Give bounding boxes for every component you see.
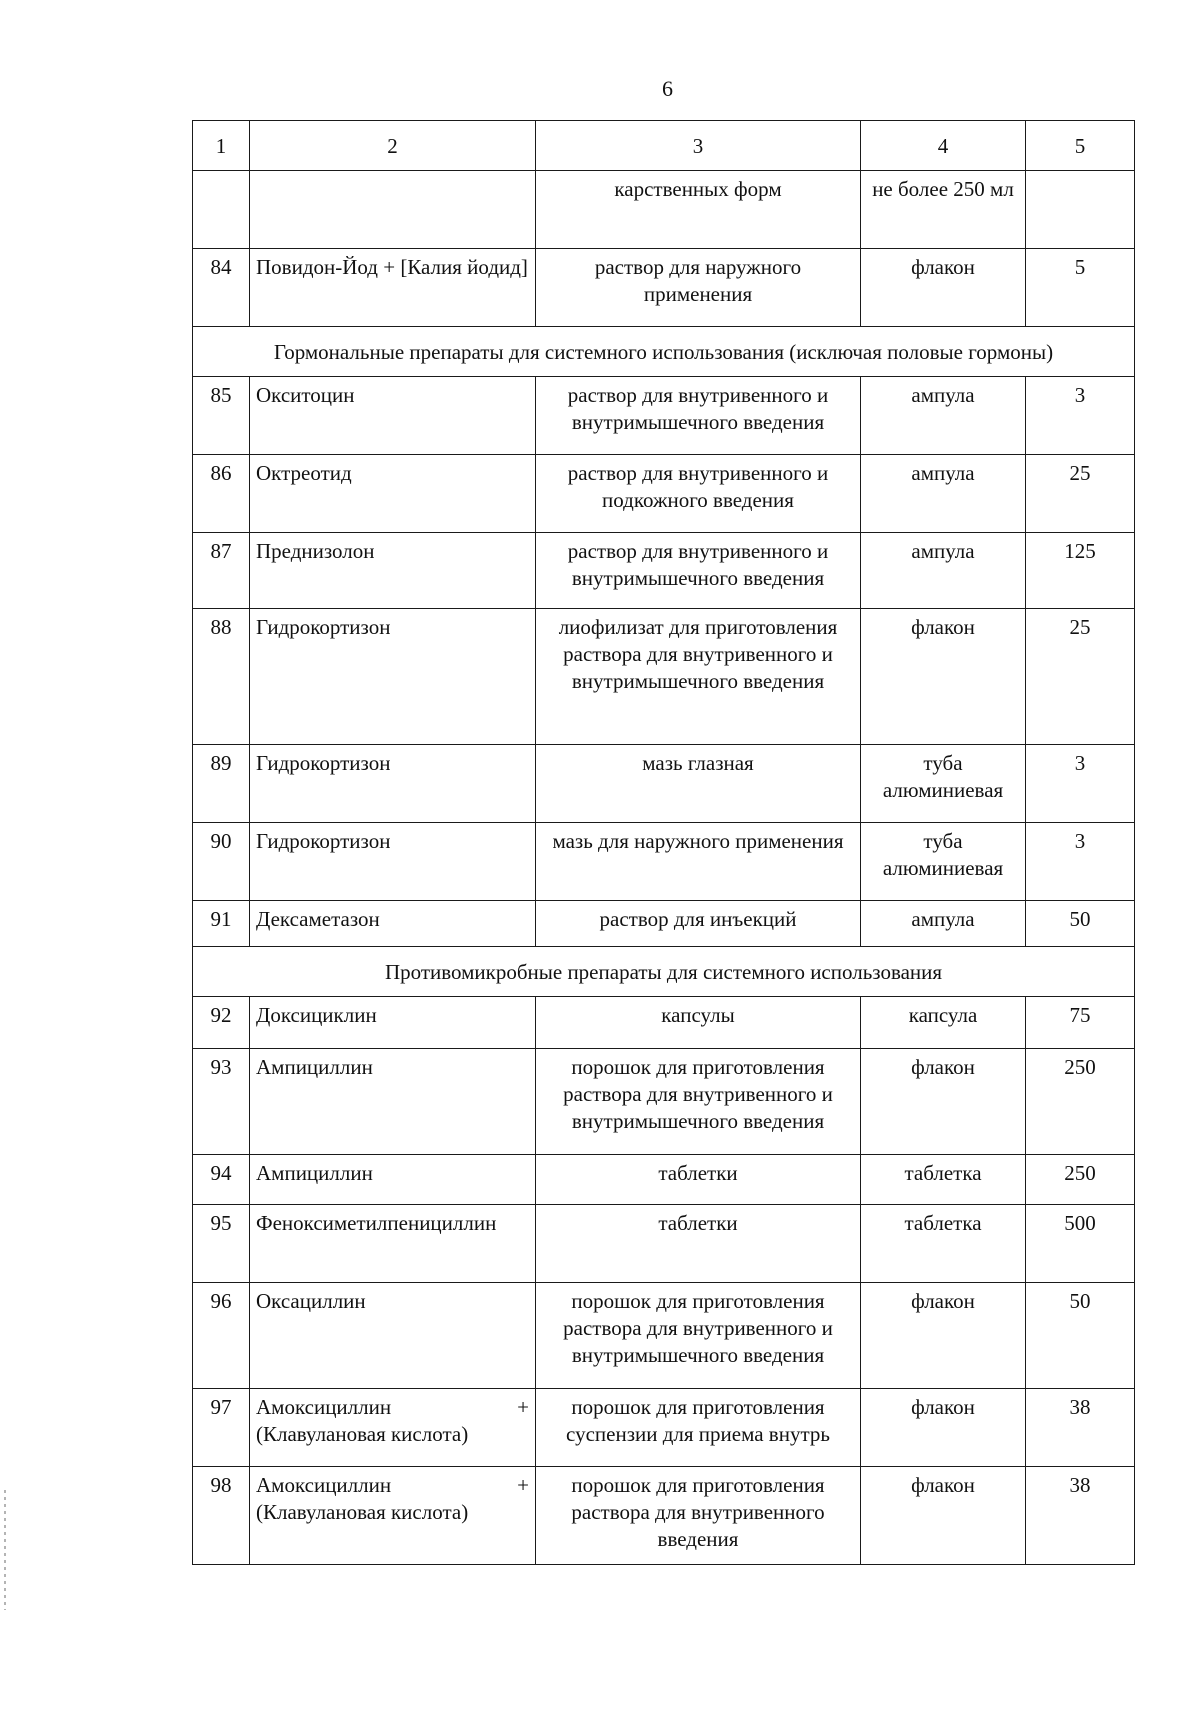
cell-name: Гидрокортизон (250, 823, 536, 901)
cell-qty: 38 (1026, 1467, 1135, 1565)
cell-name (250, 249, 536, 327)
cell-name: Окситоцин (250, 377, 536, 455)
cell-form: порошок для приготовления суспензии для приема внутрь (536, 1389, 861, 1467)
cell-name: Ампициллин (250, 1049, 536, 1155)
cell-num: 95 (193, 1205, 250, 1283)
cell-qty: 500 (1026, 1205, 1135, 1283)
cell-unit: не более 250 мл (861, 171, 1026, 249)
cell-form: карственных форм (536, 171, 861, 249)
table-row (193, 377, 1135, 455)
cell-qty: 38 (1026, 1389, 1135, 1467)
cell-form: раствор для инъекций (536, 901, 861, 947)
table-row (193, 455, 1135, 533)
header-col-1: 1 (193, 121, 250, 171)
cell-num (193, 171, 250, 249)
cell-unit: флакон (861, 1049, 1026, 1155)
drug-name: Амоксициллин + (Клавулановая кислота) (256, 1395, 529, 1446)
section-title-antimicrobial: Противомикробные препараты для системного использования (193, 947, 1135, 997)
cell-qty: 3 (1026, 377, 1135, 455)
cell-name: Гидрокортизон (250, 745, 536, 823)
cell-unit: туба алюминиевая (861, 823, 1026, 901)
cell-name: Октреотид (250, 455, 536, 533)
cell-name (250, 1467, 536, 1565)
cell-form: порошок для приготовления раствора для внутривенного и внутримышечного введения (536, 1049, 861, 1155)
cell-name: Оксациллин (250, 1283, 536, 1389)
table-row (193, 1155, 1135, 1205)
header-col-2: 2 (250, 121, 536, 171)
cell-num: 96 (193, 1283, 250, 1389)
cell-qty: 125 (1026, 533, 1135, 609)
cell-form: мазь глазная (536, 745, 861, 823)
cell-form: раствор для внутривенного и подкожного введения (536, 455, 861, 533)
cell-num: 84 (193, 249, 250, 327)
table-row (193, 609, 1135, 745)
table-header-row (193, 121, 1135, 171)
cell-name: Феноксиметилпенициллин (250, 1205, 536, 1283)
cell-name (250, 1389, 536, 1467)
table-row (193, 997, 1135, 1049)
table-row (193, 901, 1135, 947)
table-row (193, 745, 1135, 823)
cell-num: 89 (193, 745, 250, 823)
cell-unit: флакон (861, 1389, 1026, 1467)
table-row (193, 1467, 1135, 1565)
cell-qty: 3 (1026, 745, 1135, 823)
table-row (193, 1283, 1135, 1389)
cell-unit: флакон (861, 609, 1026, 745)
cell-num: 98 (193, 1467, 250, 1565)
cell-unit: таблетка (861, 1205, 1026, 1283)
cell-name: Дексаметазон (250, 901, 536, 947)
cell-num: 85 (193, 377, 250, 455)
header-col-4: 4 (861, 121, 1026, 171)
cell-num: 97 (193, 1389, 250, 1467)
cell-unit: ампула (861, 455, 1026, 533)
continuation-row (193, 171, 1135, 249)
cell-num: 92 (193, 997, 250, 1049)
cell-qty: 75 (1026, 997, 1135, 1049)
header-col-5: 5 (1026, 121, 1135, 171)
cell-unit: ампула (861, 533, 1026, 609)
cell-form: раствор для наружного применения (536, 249, 861, 327)
header-col-3: 3 (536, 121, 861, 171)
cell-name: Гидрокортизон (250, 609, 536, 745)
cell-form: порошок для приготовления раствора для внутривенного и внутримышечного введения (536, 1283, 861, 1389)
table-row (193, 1389, 1135, 1467)
cell-qty: 50 (1026, 901, 1135, 947)
table-row (193, 249, 1135, 327)
table-row (193, 533, 1135, 609)
drug-name: Амоксициллин + (Клавулановая кислота) (256, 1473, 529, 1524)
cell-form: раствор для внутривенного и внутримышечного введения (536, 533, 861, 609)
cell-form: раствор для внутривенного и внутримышечного введения (536, 377, 861, 455)
table-row (193, 823, 1135, 901)
cell-unit: флакон (861, 1467, 1026, 1565)
cell-unit: флакон (861, 249, 1026, 327)
cell-num: 87 (193, 533, 250, 609)
cell-form: таблетки (536, 1205, 861, 1283)
cell-qty: 3 (1026, 823, 1135, 901)
medications-table (192, 120, 1135, 1565)
cell-unit: ампула (861, 377, 1026, 455)
cell-name: Ампициллин (250, 1155, 536, 1205)
table-row (193, 1049, 1135, 1155)
cell-qty: 250 (1026, 1049, 1135, 1155)
cell-form: лиофилизат для приготовления раствора для внутривенного и внутримышечного введения (536, 609, 861, 745)
scan-edge-artifact (4, 1490, 6, 1610)
cell-num: 94 (193, 1155, 250, 1205)
cell-unit: туба алюминиевая (861, 745, 1026, 823)
cell-name: Преднизолон (250, 533, 536, 609)
cell-num: 91 (193, 901, 250, 947)
section-header-row (193, 947, 1135, 997)
section-title-hormonal: Гормональные препараты для системного использования (исключая половые гормоны) (193, 327, 1135, 377)
cell-form: порошок для приготовления раствора для внутривенного введения (536, 1467, 861, 1565)
table-row (193, 1205, 1135, 1283)
cell-num: 90 (193, 823, 250, 901)
cell-form: капсулы (536, 997, 861, 1049)
cell-unit: ампула (861, 901, 1026, 947)
cell-unit: флакон (861, 1283, 1026, 1389)
cell-name: Доксициклин (250, 997, 536, 1049)
cell-qty: 5 (1026, 249, 1135, 327)
section-header-row (193, 327, 1135, 377)
cell-qty: 25 (1026, 609, 1135, 745)
cell-qty: 25 (1026, 455, 1135, 533)
cell-name (250, 171, 536, 249)
cell-num: 93 (193, 1049, 250, 1155)
cell-unit: капсула (861, 997, 1026, 1049)
cell-num: 88 (193, 609, 250, 745)
cell-qty: 50 (1026, 1283, 1135, 1389)
cell-form: таблетки (536, 1155, 861, 1205)
cell-num: 86 (193, 455, 250, 533)
cell-qty: 250 (1026, 1155, 1135, 1205)
drug-name: Повидон-Йод + [Калия йодид] (256, 255, 528, 279)
page-number: 6 (662, 76, 673, 101)
cell-form: мазь для наружного применения (536, 823, 861, 901)
cell-unit: таблетка (861, 1155, 1026, 1205)
cell-qty (1026, 171, 1135, 249)
